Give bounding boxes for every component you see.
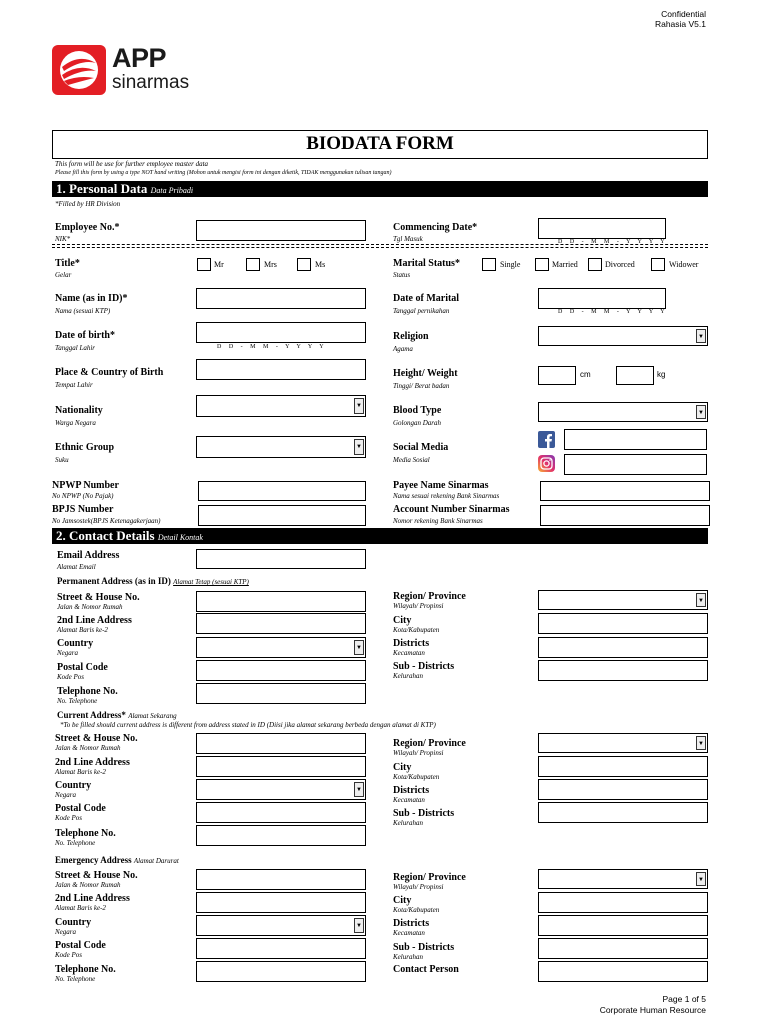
emer-street-sub: Jalan & Nomor Rumah [55, 881, 121, 889]
facebook-input[interactable] [564, 429, 707, 450]
emer-line2-sub: Alamat Baris ke-2 [55, 904, 106, 912]
footer-department: Corporate Human Resource [599, 1005, 706, 1015]
employee-no-input[interactable] [196, 220, 366, 241]
curr-city-sub: Kota/Kabupaten [393, 773, 440, 781]
emer-street-input[interactable] [196, 869, 366, 890]
perm-districts-input[interactable] [538, 637, 708, 658]
perm-line2-label: 2nd Line Address [57, 615, 132, 626]
weight-unit: kg [657, 370, 666, 379]
version-text: Rahasia V5.1 [654, 19, 706, 29]
perm-districts-label: Districts [393, 638, 430, 649]
employee-no-sub: NIK* [55, 235, 71, 243]
app-logo-icon [52, 45, 106, 95]
chevron-down-icon[interactable]: ▼ [696, 329, 706, 343]
pob-input[interactable] [196, 359, 366, 380]
title-ms-checkbox[interactable] [297, 258, 311, 271]
dob-label: Date of birth* [55, 330, 115, 341]
ethnic-group-select[interactable] [196, 436, 366, 458]
emer-city-label: City [393, 895, 412, 906]
perm-street-sub: Jalan & Nomor Rumah [57, 603, 123, 611]
payee-name-label: Payee Name Sinarmas [393, 480, 489, 491]
title-mrs-checkbox[interactable] [246, 258, 260, 271]
curr-region-select[interactable] [538, 733, 708, 753]
marital-widower-checkbox[interactable] [651, 258, 665, 271]
chevron-down-icon[interactable]: ▼ [354, 439, 364, 455]
instagram-icon [538, 455, 555, 472]
chevron-down-icon[interactable]: ▼ [354, 398, 364, 414]
emergency-address-header [55, 855, 179, 865]
perm-subdistricts-input[interactable] [538, 660, 708, 681]
perm-street-label: Street & House No. [57, 592, 140, 603]
form-title: BIODATA FORM [52, 130, 708, 159]
marital-married-checkbox[interactable] [535, 258, 549, 271]
social-media-sub: Media Sosial [393, 456, 430, 464]
curr-phone-label: Telephone No. [55, 828, 116, 839]
curr-postal-label: Postal Code [55, 803, 106, 814]
curr-country-label: Country [55, 780, 92, 791]
religion-label: Religion [393, 331, 429, 342]
emer-region-label: Region/ Province [393, 872, 466, 883]
npwp-input[interactable] [198, 481, 366, 501]
current-address-note: *To be filled should current address is different from address stated in ID (Diisi jika alamat sekarang berbeda dengan alamat di KTP) [60, 721, 436, 729]
chevron-down-icon[interactable]: ▼ [354, 918, 364, 933]
perm-phone-sub: No. Telephone [57, 697, 98, 705]
emer-country-sub: Negara [55, 928, 76, 936]
instagram-input[interactable] [564, 454, 707, 475]
emer-districts-sub: Kecamatan [393, 929, 425, 937]
title-mr-label: Mr [214, 260, 224, 269]
account-number-label: Account Number Sinarmas [393, 504, 510, 515]
curr-subdistricts-label: Sub - Districts [393, 808, 455, 819]
perm-country-label: Country [57, 638, 94, 649]
commencing-date-input[interactable] [538, 218, 666, 239]
perm-region-select[interactable] [538, 590, 708, 610]
emer-postal-label: Postal Code [55, 940, 106, 951]
emer-subdistricts-input[interactable] [538, 938, 708, 959]
perm-country-select[interactable] [196, 637, 366, 658]
curr-postal-input[interactable] [196, 802, 366, 823]
section-subtitle: Detail Kontak [157, 533, 203, 542]
chevron-down-icon[interactable]: ▼ [696, 736, 706, 750]
marital-divorced-label: Divorced [605, 260, 635, 269]
marital-widower-label: Widower [669, 260, 699, 269]
name-input[interactable] [196, 288, 366, 309]
perm-region-sub: Wilayah/ Propinsi [393, 602, 444, 610]
contact-person-label: Contact Person [393, 964, 459, 975]
height-unit: cm [580, 370, 591, 379]
curr-city-input[interactable] [538, 756, 708, 777]
payee-name-sub: Nama sesuai rekening Bank Sinarmas [393, 492, 500, 500]
section-subtitle: Data Pribadi [150, 186, 194, 195]
commencing-date-label: Commencing Date* [393, 222, 478, 233]
dob-input[interactable] [196, 322, 366, 343]
name-label: Name (as in ID)* [55, 293, 128, 304]
emer-country-label: Country [55, 917, 92, 928]
section-number: 1. [56, 181, 66, 196]
curr-phone-input[interactable] [196, 825, 366, 846]
date-marital-input[interactable] [538, 288, 666, 309]
chevron-down-icon[interactable]: ▼ [354, 640, 364, 655]
nationality-label: Nationality [55, 405, 103, 416]
emer-country-select[interactable] [196, 915, 366, 936]
section-number: 2. [56, 528, 66, 543]
ethnic-group-sub: Suku [55, 456, 69, 464]
emer-subdistricts-label: Sub - Districts [393, 942, 455, 953]
curr-phone-sub: No. Telephone [55, 839, 96, 847]
facebook-icon [538, 431, 555, 448]
payee-name-input[interactable] [540, 481, 710, 501]
confidential-text: Confidential [661, 9, 706, 19]
account-number-sub: Nomor rekening Bank Sinarmas [393, 517, 483, 525]
divider-1 [52, 244, 708, 245]
commencing-date-sub: Tgl Masuk [393, 235, 423, 243]
npwp-label: NPWP Number [52, 480, 119, 491]
curr-districts-label: Districts [393, 785, 430, 796]
current-address-title: Current Address* [57, 710, 126, 720]
religion-sub: Agama [393, 345, 413, 353]
perm-postal-sub: Kode Pos [57, 673, 85, 681]
curr-street-input[interactable] [196, 733, 366, 754]
ethnic-group-label: Ethnic Group [55, 442, 114, 453]
contact-person-input[interactable] [538, 961, 708, 982]
emer-line2-label: 2nd Line Address [55, 893, 130, 904]
current-address-header [57, 710, 177, 720]
permanent-address-title: Permanent Address (as in ID) [57, 576, 171, 586]
bpjs-input[interactable] [198, 505, 366, 526]
pob-sub: Tempat Lahir [55, 381, 93, 389]
emer-subdistricts-sub: Kelurahan [393, 953, 423, 961]
logo-name: APP [112, 43, 167, 73]
emer-postal-input[interactable] [196, 938, 366, 959]
nationality-select[interactable] [196, 395, 366, 417]
curr-districts-input[interactable] [538, 779, 708, 800]
perm-line2-sub: Alamat Baris ke-2 [57, 626, 108, 634]
emer-districts-label: Districts [393, 918, 430, 929]
weight-input[interactable] [616, 366, 654, 385]
perm-postal-label: Postal Code [57, 662, 108, 673]
date-marital-label: Date of Marital [393, 293, 460, 304]
blood-type-label: Blood Type [393, 405, 442, 416]
perm-region-label: Region/ Province [393, 591, 466, 602]
curr-street-sub: Jalan & Nomor Rumah [55, 744, 121, 752]
account-number-input[interactable] [540, 505, 710, 526]
curr-line2-input[interactable] [196, 756, 366, 777]
emer-districts-input[interactable] [538, 915, 708, 936]
dob-format: D D - M M - Y Y Y Y [217, 344, 327, 350]
pob-label: Place & Country of Birth [55, 367, 164, 378]
intro-line-1: This form will be use for further employee master data [55, 160, 209, 168]
curr-region-sub: Wilayah/ Propinsi [393, 749, 444, 757]
title-mr-checkbox[interactable] [197, 258, 211, 271]
nationality-sub: Warga Negara [55, 419, 96, 427]
emer-region-sub: Wilayah/ Propinsi [393, 883, 444, 891]
current-address-sub: Alamat Sekarang [128, 712, 177, 720]
perm-phone-label: Telephone No. [57, 686, 118, 697]
permanent-address-header [57, 576, 249, 586]
emer-city-sub: Kota/Kabupaten [393, 906, 440, 914]
perm-city-label: City [393, 615, 412, 626]
chevron-down-icon[interactable]: ▼ [354, 782, 364, 797]
commencing-date-format: D D - M M - Y Y Y Y [558, 239, 668, 245]
chevron-down-icon[interactable]: ▼ [696, 405, 706, 419]
marital-divorced-checkbox[interactable] [588, 258, 602, 271]
email-label: Email Address [57, 550, 120, 561]
section-title: Contact Details [69, 528, 155, 543]
emer-phone-sub: No. Telephone [55, 975, 96, 983]
title-label: Title* [55, 258, 80, 269]
perm-street-input[interactable] [196, 591, 366, 612]
section-title: Personal Data [69, 181, 148, 196]
emer-street-label: Street & House No. [55, 870, 138, 881]
curr-country-select[interactable] [196, 779, 366, 800]
perm-postal-input[interactable] [196, 660, 366, 681]
blood-type-sub: Golongan Darah [393, 419, 442, 427]
height-input[interactable] [538, 366, 576, 385]
company-logo [52, 45, 212, 95]
date-marital-sub: Tanggal pernikahan [393, 307, 450, 315]
curr-region-label: Region/ Province [393, 738, 466, 749]
emer-phone-label: Telephone No. [55, 964, 116, 975]
curr-line2-label: 2nd Line Address [55, 757, 130, 768]
height-weight-label: Height/ Weight [393, 368, 458, 379]
chevron-down-icon[interactable]: ▼ [696, 593, 706, 607]
emer-line2-input[interactable] [196, 892, 366, 913]
curr-subdistricts-input[interactable] [538, 802, 708, 823]
employee-no-label: Employee No.* [55, 222, 120, 233]
permanent-address-sub: Alamat Tetap (sesuai KTP) [173, 578, 249, 586]
marital-single-checkbox[interactable] [482, 258, 496, 271]
height-weight-sub: Tinggi/ Berat badan [393, 382, 450, 390]
confidential-label [655, 9, 706, 29]
marital-married-label: Married [552, 260, 578, 269]
perm-line2-input[interactable] [196, 613, 366, 634]
section-contact-details [52, 528, 708, 544]
title-ms-label: Ms [315, 260, 326, 269]
social-media-label: Social Media [393, 442, 449, 453]
perm-city-sub: Kota/Kabupaten [393, 626, 440, 634]
curr-country-sub: Negara [55, 791, 76, 799]
curr-subdistricts-sub: Kelurahan [393, 819, 423, 827]
curr-line2-sub: Alamat Baris ke-2 [55, 768, 106, 776]
perm-city-input[interactable] [538, 613, 708, 634]
section-personal-data [52, 181, 708, 197]
email-input[interactable] [196, 549, 366, 569]
logo-sub: sinarmas [112, 72, 190, 93]
dob-sub: Tanggal Lahir [55, 344, 96, 352]
emer-region-select[interactable] [538, 869, 708, 889]
chevron-down-icon[interactable]: ▼ [696, 872, 706, 886]
perm-districts-sub: Kecamatan [393, 649, 425, 657]
hr-note: *Filled by HR Division [55, 200, 121, 208]
religion-select[interactable] [538, 326, 708, 346]
intro-line-2: Please fill this form by using a type NOT hand writing (Mohon untuk mengisi form ini dengan diketik, TIDAK menggunakan tulisan tangan) [55, 170, 392, 176]
bpjs-sub: No Jamsostek(BPJS Ketenagakerjaan) [52, 517, 161, 525]
title-sub: Gelar [55, 271, 72, 279]
name-sub: Nama (sesuai KTP) [55, 307, 111, 315]
curr-postal-sub: Kode Pos [55, 814, 83, 822]
emer-city-input[interactable] [538, 892, 708, 913]
emer-postal-sub: Kode Pos [55, 951, 83, 959]
npwp-sub: No NPWP (No Pajak) [52, 492, 114, 500]
perm-subdistricts-sub: Kelurahan [393, 672, 423, 680]
title-mrs-label: Mrs [264, 260, 277, 269]
marital-single-label: Single [500, 260, 521, 269]
perm-subdistricts-label: Sub - Districts [393, 661, 455, 672]
emer-phone-input[interactable] [196, 961, 366, 982]
blood-type-select[interactable] [538, 402, 708, 422]
perm-country-sub: Negara [57, 649, 78, 657]
curr-city-label: City [393, 762, 412, 773]
marital-status-sub: Status [393, 271, 411, 279]
emergency-address-title: Emergency Address [55, 855, 132, 865]
curr-street-label: Street & House No. [55, 733, 138, 744]
divider-2 [52, 247, 708, 248]
emergency-address-sub: Alamat Darurat [133, 857, 179, 865]
email-sub: Alamat Email [57, 563, 96, 571]
marital-status-label: Marital Status* [393, 258, 460, 269]
page-number: Page 1 of 5 [662, 994, 706, 1004]
perm-phone-input[interactable] [196, 683, 366, 704]
curr-districts-sub: Kecamatan [393, 796, 425, 804]
bpjs-label: BPJS Number [52, 504, 114, 515]
date-marital-format: D D - M M - Y Y Y Y [558, 309, 668, 315]
